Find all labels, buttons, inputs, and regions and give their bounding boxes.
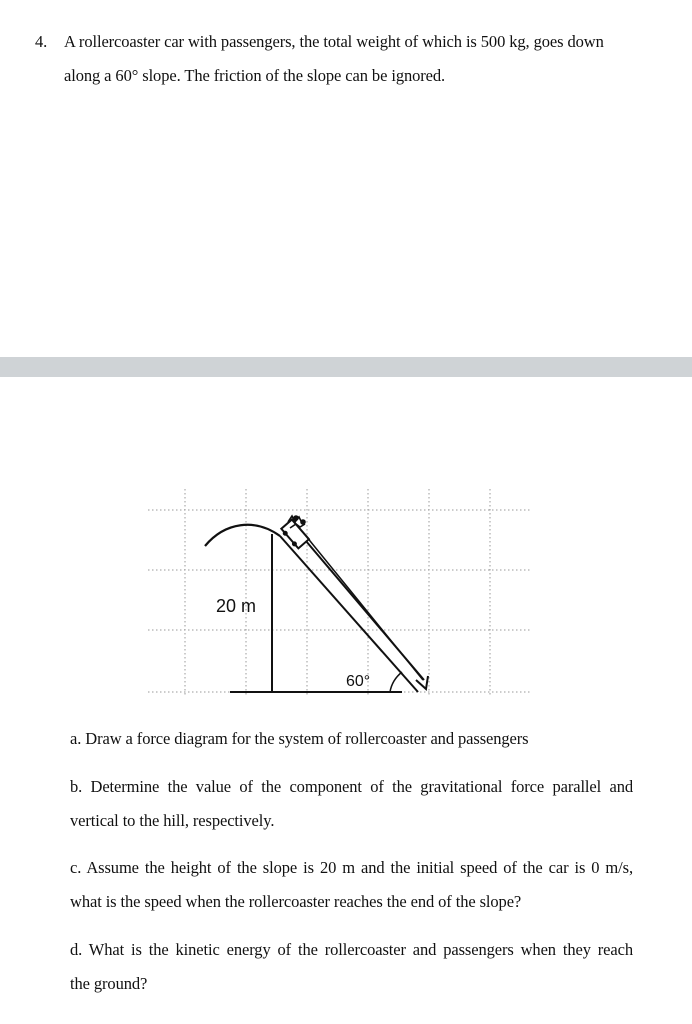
- angle-arc: [390, 672, 402, 692]
- slope-line-upper: [280, 536, 418, 692]
- part-b-line-2: vertical to the hill, respectively.: [70, 811, 275, 830]
- rollercoaster-slope-figure: [140, 484, 540, 704]
- part-c-line-1: c. Assume the height of the slope is 20 m and the initial speed of the car is 0 m/s,: [70, 858, 633, 877]
- gray-divider-band: [0, 357, 692, 377]
- question-number: 4.: [35, 32, 48, 51]
- part-d-line-2: the ground?: [70, 974, 148, 993]
- direction-arrow: [306, 536, 423, 680]
- part-c-line-2: what is the speed when the rollercoaster reaches the end of the slope?: [70, 892, 522, 911]
- part-a: a. Draw a force diagram for the system of rollercoaster and passengers: [70, 729, 529, 748]
- question-text-line-2: along a 60° slope. The friction of the slope can be ignored.: [64, 66, 446, 85]
- part-b-line-1: b. Determine the value of the component of the gravitational force parallel and: [70, 777, 633, 796]
- part-d-line-1: d. What is the kinetic energy of the rollercoaster and passengers when they reach: [70, 940, 633, 959]
- height-label: 20 m: [216, 596, 257, 616]
- grid: [148, 489, 530, 696]
- angle-label: 60°: [346, 673, 371, 690]
- track-curve: [205, 525, 280, 546]
- question-text-line-1: A rollercoaster car with passengers, the total weight of which is 500 kg, goes down: [64, 32, 604, 51]
